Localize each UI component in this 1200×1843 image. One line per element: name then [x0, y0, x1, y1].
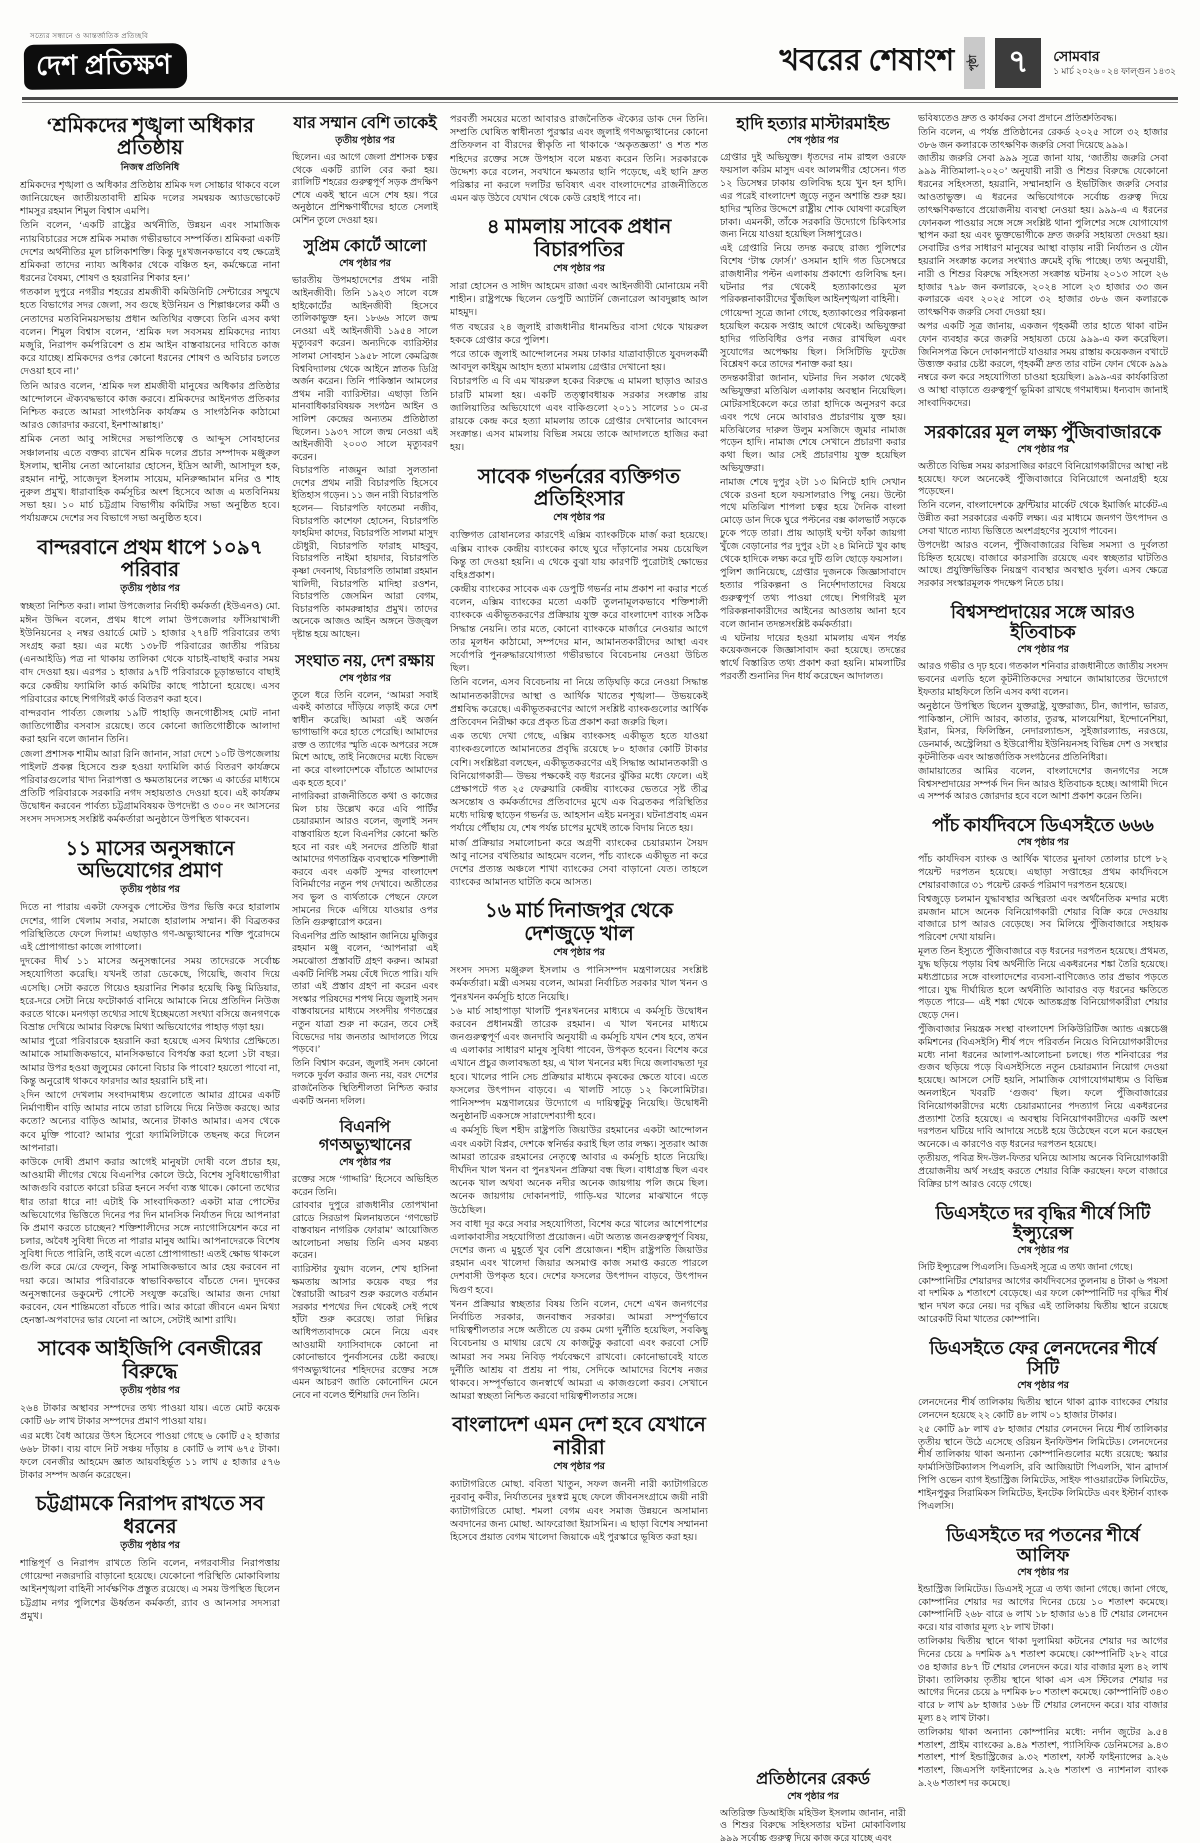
article-headline: সুপ্রিম কোর্টে আলো [303, 238, 427, 256]
article-canal-programme [450, 898, 708, 1403]
article-body: ক্যাটাগরিতে মোছা. ববিতা খাতুন, সফল জননী নারী ক্যাটাগরিতে নুরবানু কবীর, নির্যাতনের দুঃস্বপ্ন মুছে ফেলে জীবনসংগ্রামে জয়ী নারী ক্যাটাগরিতে মোছা. শমলা বেগম এবং সমাজ উন্নয়নে অসামান্য অবদানের জন্য মোছা. আফরোজা ইয়াসমিন। এ ছাড়া বিশেষ সম্মাননা হিসেবে প্রয়াত বেগম খালেদা জিয়াকে এই পুরস্কারে ভূষিত করা হয়। [450, 1479, 708, 1543]
masthead [24, 30, 187, 89]
article-body: ২৬৪ টাকার অস্থাবর সম্পদের তথ্য পাওয়া যায়। এতে মোট কয়েক কোটি ৬৮ লাখ টাকার সম্পদের প্রমাণ পাওয়া যায়। এর মধ্যে বৈধ আয়ের উৎস হিসেবে পাওয়া গেছে ৬ কোটি ৫২ হাজার ৬৬৮ টাকা। ব্যয় বাদে নিট সঞ্চয় দাঁড়ায় ৪ কোটি ৬ লাখ ৬৭৫ টাকা। ফলে বেনজীর আহমেদ জ্ঞাত আয়বহির্ভূত ১১ লাখ ৫ হাজার ৫৭৬ টাকার সম্পদ অর্জন করেছেন। [20, 1403, 280, 1482]
article-honour [292, 113, 438, 227]
article-body: স্বচ্ছতা নিশ্চিত করা। লামা উপজেলার নির্বাহী কর্মকর্তা (ইউএনও) মো. মঈন উদ্দিন বলেন, প্রথম ধাপে লামা উপজেলার ফাঁসিয়াখালী ইউনিয়নের ২ নম্বর ওয়ার্ডে মোট ১ হাজার ২৭৪টি পরিবারের তথ্য সংগ্রহ করা হয়। এর মধ্যে ১৩৮টি পরিবারের জাতীয় পরিচয় (এনআইডি) পত্র না থাকায় তালিকা থেকে যাচাই-বাছাই করার সময় বাদ দেওয়া হয়। এরপর ১ হাজার ৯৭টি পরিবারকে চূড়ান্তভাবে বাছাই করে কেন্দ্রীয় ফ্যামিলি কার্ড কমিটির কাছে পাঠানো হয়েছে। এসব পরিবারের কাছে শিগগিরই কার্ড বিতরণ করা হবে। বান্দরবান পার্বত্য জেলায় ১৯টি পাহাড়ি জনগোষ্ঠীসহ মোট নানা জাতিগোষ্ঠীর বসবাস রয়েছে। তবে কোনো জাতিগোষ্ঠীকে আলাদা করা হয়নি বলে জানান তিনি। জেলা প্রশাসক শামীম আরা রিনি জানান, সারা দেশে ১০টি উপজেলায় পাইলট প্রকল্প হিসেবে শুরু হওয়া ফ্যামিলি কার্ড বিতরণ কার্যক্রমে পরিবারগুলোর খাদ্য নিরাপত্তা ও ক্ষমতায়নের লক্ষ্যে এ কার্ডের মাধ্যমে প্রতিটি পরিবারকে সরকারি নগদ সহায়তাও দেওয়া হবে। এই কার্যক্রম উদ্বোধন করবেন পার্বত্য চট্টগ্রামবিষয়ক উপদেষ্টা ও ৩০০ নং আসনের সংসদ সদস্যসহ সংশ্লিষ্ট কর্মকর্তারা অনুষ্ঠানে উপস্থিত থাকবেন। [20, 601, 280, 826]
day-date [1051, 49, 1176, 78]
article-byline: নিজস্ব প্রতিনিধি [120, 162, 180, 173]
article-body: দিতে না পারায় একটা ফেসবুক পোস্টের উপর ভিত্তি করে হারালাম দেশের, গালি খেলাম সবার, সমাজে হারালাম সম্মান। কী বিব্রতকর পরিস্থিতিতে ফেলে দিলাম! এছাড়াও গণ-অভ্যুত্থানের শক্তি পুরোদমে এই প্রোপাগান্ডা কাজে লাগালো। দুদকের দীর্ঘ ১১ মাসের অনুসন্ধানের সময় তাদেরকে সর্বোচ্চ সহযোগিতা করেছি। যখনই তারা ডেকেছে, গিয়েছি, জবাব দিয়ে এসেছি। সেটা করতে গিয়েও হয়রানির শিকার হয়েছি কিছু মিডিয়ার, হরে-দরে সেটা নিয়ে ফটোকার্ড বানিয়ে আমাকে নিয়ে প্রতিদিন নিউজ করতে থাকে। মনগড়া তথ্যের সাথে ইচ্ছেমতো সংখ্যা বসিয়ে জনগণকে বিভ্রান্ত দেখিয়ে আমার বিরুদ্ধে মিথ্যা অভিযোগের পাহাড় গড়া হয়। আমার পুরো পরিবারকে হয়রানি করা হয়েছে এসব মিথ্যার প্রেক্ষিতে। আমাকে সামাজিকভাবে, মানসিকভাবে বিপর্যস্ত করা হলো ১টা বছর। আমার উপর হওয়া জুলুমের কোনো বিচার কি পাবো? হয়তো পাবো না, কিন্তু অনুরোধ থাকবে ফারদার আর হয়রানি চাই না। ২দিন আগে দেখলাম সংবাদমাধ্যম গুলোতে আমার গ্রামের একটি নির্মাণাধীন বাড়ি আমার নামে তারা চালিয়ে দিয়ে নিউজ করছে। আর কতো? অন্যের বাড়িও আমার, অন্যের টাকাও আমার। এসব থেকে কবে মুক্তি পাবো? আমার পুরো ফ্যামিলিটাকে তছনছ করে দিলেন আপনারা। কাউকে দোষী প্রমাণ করার আগেই মানুষটা দোষী বলে প্রচার হয়, আওয়ামী লীগের খেয়ে বিএনপির কোলে উঠে, বিশেষ সুবিধাভোগীরা আজগুবি বরাতে কারো চরিত্র হননে সর্বদা ব্যস্ত থাকে। কোনো তথ্যের ধার তারা ধারে না! এটাই কি সাংবাদিকতা? একটা মাত্র পোস্টের অভিযোগের ভিত্তিতে দিনের পর দিন মানসিক নির্যাতন দিয়ে আপনারা কি প্রমাণ করতে চাচ্ছেন? শক্তিশালীদের সঙ্গে ন্যাগোসিয়েশন করে না চলার, অবৈধ সুবিধা দিতে না পারার মানুষ আমি। আপনাদেরকে বিশেষ সুবিধা দিতে পারিনি, তাই বলে এতো প্রোপাগান্ডা! এতই ক্ষোভ থাকলে গু/লি করে মে/রে ফেলুন, কিন্তু সামাজিকভাবে আর হেয় করবেন না দয়া করে। আমার পরিবারকে স্বাভাবিকভাবে বাঁচতে দেন। দুদকের অনুসন্ধানের ডকুমেন্ট পোস্টে সংযুক্ত করেছি। আমার জন্য দোয়া করবেন, যেন শান্তিমতো বাঁচতে পারি। আর কারো জীবনে এমন মিথ্যা হেনস্তা-অপবাদের ভার যেনো না আসে, সেটাই আশা রাখি। [20, 902, 280, 1327]
article-headline: সরকারের মূল লক্ষ্য পুঁজিবাজারকে [924, 421, 1162, 442]
page-number-badge: ৭ [995, 38, 1041, 88]
continuation-text: পরবর্তী সময়ের মতো আবারও রাজনৈতিক ঐক্যের ডাক দেন তিনি। সম্প্রতি ঘোষিত স্বাধীনতা পুরস্কার এবং জুলাই গণঅভ্যুত্থানের কোনো প্রতিফলন বা বীরদের স্বীকৃতি না থাকাকে ‘অকৃতজ্ঞতা’ ও শত শত শহিদের রক্তের সঙ্গে উপহাস বলে মন্তব্য করেন তিনি। সরকারকে উদ্দেশ্য করে বলেন, সবখানে ক্ষমতার ছানি পড়েছে, এই ছানি দ্রুত পরিষ্কার না করলে দলটির ভবিষ্যৎ এবং বাংলাদেশের রাজনীতিতে এমন ঝড় উঠবে যেখান থেকে কেউ রেহাই পাবে না। [450, 114, 708, 205]
article-byline: শেষ পৃষ্ঠার পর [787, 136, 839, 147]
article-body: লেনদেনের শীর্ষ তালিকায় দ্বিতীয় স্থানে থাকা ব্র্যাক ব্যাংকের শেয়ার লেনদেন হয়েছে ২২ কোটি ৪৮ লাখ ০১ হাজার টাকার। ২৫ কোটি ৯৮ লাখ ৫৮ হাজার শেয়ার লেনদেন নিয়ে শীর্ষ তালিকার তৃতীয় স্থানে উঠে এসেছে ওরিয়ন ইনফিউশন লিমিটেড। লেনদেনের শীর্ষ তালিকায় থাকা অন্যান্য কোম্পানিগুলোর মধ্যে রয়েছে: স্কয়ার ফার্মাসিউটিক্যালস পিএলসি, রবি আজিয়াটা পিএলসি, খান ব্রাদার্স পিপি ওভেন ব্যাগ ইন্ডাস্ট্রিজ লিমিটেড, সাইফ পাওয়ারটেক লিমিটেড, শাইনপুকুর সিরামিকস লিমিটেড, ইনটেক লিমিটেড এবং ইস্টার্ন ব্যাংক পিএলসি। [918, 1398, 1168, 1512]
article-body: তুলে ধরে তিনি বলেন, ‘আমরা সবাই একই কাতারে দাঁড়িয়ে লড়াই করে দেশ স্বাধীন করেছি। আমরা এই অর্জন ভাগাভাগি করে হাতে পেরেছি। আমাদের রক্ত ও ত্যাগের স্মৃতি একে অপরের সঙ্গে মিশে আছে, তাই নিজেদের মধ্যে বিভেদ না করে বাংলাদেশকে বাঁচাতে আমাদের এক হতে হবে।’ নাগরিকরা রাজনীতিতে কথা ও কাজের মিল চায় উল্লেখ করে এবি পার্টির চেয়ারম্যান আরও বলেন, জুলাই সনদ বাস্তবায়িত হলে বিএনপির কোনো ক্ষতি হবে না বরং এই সনদের প্রতিটি ধারা আমাদের গণতান্ত্রিক ব্যবস্থাকে শক্তিশালী করবে এবং একটি সুন্দর বাংলাদেশ বিনির্মাণের নতুন পথ দেখাবে। অতীতের সব ভুল ও ব্যর্থতাকে পেছনে ফেলে সামনের দিকে এগিয়ে যাওয়ার ওপর তিনি গুরুত্বারোপ করেন। বিএনপির প্রতি আহ্বান জানিয়ে মুজিবুর রহমান মঞ্জু বলেন, ‘আপনারা এই সমঝোতা প্রস্তাবটি গ্রহণ করুন। আমরা একটি নির্দিষ্ট সময় বেঁধে দিতে পারি। যদি তারা এই প্রস্তাব গ্রহণ না করেন এবং সংস্কার পরিষদের শপথ নিয়ে জুলাই সনদ বাস্তবায়নের মাধ্যমে সংসদীয় গণতন্ত্রের নতুন যাত্রা শুরু না করেন, তবে সেই বিভেদের দায় জনতার আদালতে গিয়ে পড়বে।’ তিনি বিশ্বাস করেন, জুলাই সনদ কোনো দলকে দুর্বল করার জন্য নয়, বরং দেশের রাজনৈতিক স্থিতিশীলতা নিশ্চিত করার একটি অনন্য দলিল। [292, 690, 438, 1107]
continuation-text-999: ভবিষ্যতেও দ্রুত ও কার্যকর সেবা প্রদানে প্রতিশ্রুতিবদ্ধ। তিনি বলেন, এ পর্যন্ত প্রতিষ্ঠানের রেকর্ড ২০২৫ সালে ৩২ হাজার ৩৮৬ জন কলারকে তাৎক্ষণিক জরুরি সেবা দিয়েছে ৯৯৯। জাতীয় জরুরি সেবা ৯৯৯ সূত্রে জানা যায়, ‘জাতীয় জরুরি সেবা ৯৯৯ নীতিমালা-২০২০’ অনুযায়ী নারী ও শিশুর বিরুদ্ধে যেকোনো ধরনের সহিংসতা, হয়রানি, সম্মানহানি ও ইভটিজিং জরুরি সেবার আওতাভুক্ত। এ ধরনের অভিযোগকে সর্বোচ্চ গুরুত্ব দিয়ে তাৎক্ষণিকভাবে প্রয়োজনীয় ব্যবস্থা নেওয়া হয়। ৯৯৯-এ এ ধরনের ফোনকল পাওয়ার সঙ্গে সঙ্গে সংশ্লিষ্ট থানা পুলিশের সঙ্গে যোগাযোগ স্থাপন করা হয় এবং ভুক্তভোগীকে দ্রুত জরুরি সহায়তা দেওয়া হয়। সেবাটির ওপর সাধারণ মানুষের আস্থা বাড়ায় নারী নির্যাতন ও যৌন হয়রানি সংক্রান্ত কলের সংখ্যাও ক্রমেই বৃদ্ধি পাচ্ছে। তথ্য অনুযায়ী, নারী ও শিশুর বিরুদ্ধে সহিংসতা সংক্রান্ত ঘটনায় ২০১৩ সালে ২৬ হাজার ৭৯৮ জন কলারকে, ২০২৪ সালে ২৩ হাজার ৩৩ জন কলারকে এবং ২০২৫ সালে ৩২ হাজার ৩৮৬ জন কলারকে তাৎক্ষণিক জরুরি সেবা দেওয়া হয়। অপর একটি সূত্র জানায়, একজন গৃহকর্মী তার হাতে থাকা বাটন ফোন ব্যবহার করে জরুরি সহায়তা চেয়ে ৯৯৯-এ কল করেছিল। জিনিসপত্র কিনে দোকানপাটে যাওয়ার সময় রাস্তায় কয়েকজন বখাটে উত্ত্যক্ত করার চেষ্টা করলে, গৃহকর্মী দ্রুত তার বাটন ফোন থেকে ৯৯৯ নম্বরে কল করে সহযোগিতা চাওয়া হয়েছিল। ৯৯৯-এর কার্যকারিতা ও আস্থা বাড়াতে গুরুত্বপূর্ণ ভূমিকা রাখছে গণমাধ্যম। ধন্যবাদ জানাই সাংবাদিকদের। [918, 114, 1168, 409]
column-group-3 [450, 113, 708, 1843]
article-headline: ডিএসইতে দর পতনের শীর্ষে আলিফ [946, 1524, 1140, 1565]
article-body: ইন্ডাস্ট্রিজ লিমিটেড। ডিএসই সূত্রে এ তথ্য জানা গেছে। জানা গেছে, কোম্পানির শেয়ার দর আগের দিনের চেয়ে ১০ শতাংশ কমেছে। কোম্পানিটি ২৬৮ বারে ৬ লাখ ১৮ হাজার ৬১৪ টি শেয়ার লেনদেন করে। যার বাজার মূল্য ২৮ লাখ টাকা। তালিকায় দ্বিতীয় স্থানে থাকা দুলামিয়া কটনের শেয়ার দর আগের দিনের চেয়ে ৯ দশমিক ৯৭ শতাংশ কমেছে। কোম্পানিটি ২৮২ বারে ৩৪ হাজার ৪৮৭ টি শেয়ার লেনদেন করে। যার বাজার মূল্য ৪২ লাখ টাকা। তালিকায় তৃতীয় স্থানে থাকা এস এস স্টিলের শেয়ার দর আগের দিনের চেয়ে ৯ দশমিক ৮০ শতাংশ কমেছে। কোম্পানিটি ৩৪৩ বারে ৮ লাখ ৯৮ হাজার ১৬৮ টি শেয়ার লেনদেন করে। যার বাজার মূল্য ৪২ লাখ টাকা। তালিকায় থাকা অন্যান্য কোম্পানির মধ্যে: নর্দান জুটের ৯.৫৪ শতাংশ, প্রাইম ব্যাংকের ৯.৪৯ শতাংশ, প্যাসিফিক ডেনিমসের ৯.৪৩ শতাংশ, শার্প ইন্ডাস্ট্রিজের ৯.৩২ শতাংশ, ফার্স্ট ফাইন্যান্সের ৯.২৬ শতাংশ, জিএসপি ফাইন্যান্সের ৯.২৬ শতাংশ ও ন্যাশনাল ব্যাংক ৯.২৬ শতাংশ দর কমেছে। [918, 1584, 1168, 1789]
article-headline: ৪ মামলায় সাবেক প্রধান বিচারপতির [486, 216, 672, 261]
article-byline: শেষ পৃষ্ঠার পর [339, 673, 391, 684]
masthead-title: দেশ প্রতিক্ষণ [24, 43, 187, 90]
article-workers-rights [20, 113, 280, 526]
article-body: ছিলেন। এর আগে জেলা প্রশাসক চত্বর থেকে একটি র‍্যালি বের করা হয়। র‍্যালিটি শহরের গুরুত্বপূর্ণ সড়ক প্রদক্ষিণ শেষে একই স্থানে এসে শেষ হয়। পরে অনুষ্ঠানে প্রশিক্ষণার্থীদের হাতে সেলাই মেশিন তুলে দেওয়া হয়। [292, 152, 438, 226]
article-institution-record [720, 1768, 906, 1843]
masthead-tagline: সত্যের সন্ধানে ও আন্তর্জাতিক প্রতিচ্ছবি [30, 32, 149, 40]
column-group-5 [918, 113, 1168, 1843]
column-group-1 [20, 113, 280, 1843]
article-body: অতীতে বিভিন্ন সময় কারসাজির কারণে বিনিয়োগকারীদের আস্থা নষ্ট হয়েছে। ফলে অনেকেই পুঁজিবাজারে বিনিয়োগে অনাগ্রহী হয়ে পড়েছেন। তিনি বলেন, বাংলাদেশকে ফ্রন্টিয়ার মার্কেট থেকে ইমার্জিং মার্কেট-এ উন্নীত করা সরকারের একটি লক্ষ্য। এর মাধ্যমে জনগণ উৎপাদন ও সেবা খাতে ন্যায্য ভিত্তিতে অংশগ্রহণের সুযোগ পাবেন। উপদেষ্টা আরও বলেন, পুঁজিবাজারের বিভিন্ন সমস্যা ও দুর্বলতা চিহ্নিত হয়েছে। বাজারে কারসাজি রয়েছে এবং স্বচ্ছতার ঘাটতিও আছে। প্রযুক্তিভিত্তিক নিয়ন্ত্রণ ব্যবস্থার অবস্থাও দুর্বল। এসব ক্ষেত্রে সরকার সংস্কারমূলক পদক্ষেপ নিতে চায়। [918, 461, 1168, 590]
article-headline: ডিএসইতে দর বৃদ্ধির শীর্ষে সিটি ইন্স্যুরেন্স [935, 1202, 1151, 1243]
article-byline: শেষ পৃষ্ঠার পর [787, 1791, 839, 1802]
article-headline: ‘শ্রমিকদের শৃঙ্খলা অধিকার প্রতিষ্ঠায় [46, 115, 254, 160]
article-byline: তৃতীয় পৃষ্ঠার পর [120, 885, 180, 896]
article-ex-governor-vendetta [450, 464, 708, 890]
article-body: সিটি ইন্স্যুরেন্স পিএলসি। ডিএসই সূত্রে এ তথ্য জানা গেছে। কোম্পানিটির শেয়ারদর আগের কার্যদিবসের তুলনায় ৪ টাকা ৬ পয়সা বা দশমিক ৯ শতাংশে বেড়েছে। এর ফলে কোম্পানিটি দর বৃদ্ধির শীর্ষ স্থান দখল করে নেয়। দর বৃদ্ধির এই তালিকায় দ্বিতীয় স্থানে রয়েছে আরেকটি বিমা খাতের কোম্পানি। [918, 1262, 1168, 1326]
article-body: ভারতীয় উপমহাদেশের প্রথম নারী আইনজীবী। তিনি ১৯২৩ সালে বঙ্গে হাইকোর্টের আইনজীবী হিসেবে তালিকাভুক্ত হন। ১৮৬৬ সালে জন্ম নেওয়া এই আইনজীবী ১৯৫৪ সালে মৃত্যুবরণ করেন। অন্যদিকে ব্যারিস্টার সালমা সোবহান ১৯৫৮ সালে কেমব্রিজ বিশ্ববিদ্যালয় থেকে আইনে স্নাতক ডিগ্রি অর্জন করেন। তিনি পাকিস্তান আমলের প্রথম নারী ব্যারিস্টার। এছাড়া তিনি মানবাধিকারবিষয়ক সংগঠন আইন ও সালিশ কেন্দ্রের অন্যতম প্রতিষ্ঠাতা ছিলেন। ১৯৩৭ সালে জন্ম নেওয়া এই আইনজীবী ২০০৩ সালে মৃত্যুবরণ করেন। বিচারপতি নাজমুন আরা সুলতানা দেশের প্রথম নারী বিচারপতি হিসেবে ইতিহাস গড়েন। ১১ জন নারী বিচারপতি হলেন— বিচারপতি ফাতেমা নজীব, বিচারপতি কাশেফা হোসেন, বিচারপতি ফাহমিদা কাদের, বিচারপতি সালমা মাসুদ চৌধুরী, বিচারপতি ফারাহ মাহবুব, বিচারপতি নাইমা হায়দার, বিচারপতি কৃষ্ণা দেবনাথ, বিচারপতি তামান্না রহমান খালিদী, বিচারপতি মাদিহা রওশন, বিচারপতি জেসমিন আরা বেগম, বিচারপতি কামরুন্নাহার প্রমুখ। তাদের অনেকে আজও আইন অঙ্গনে উজ্জ্বল দৃষ্টান্ত হয়ে আছেন। [292, 276, 438, 640]
article-dse-top-loser [918, 1523, 1168, 1791]
article-body: সংসদ সদস্য মঞ্জুরুল ইসলাম ও পানিসম্পদ মন্ত্রণালয়ের সংশ্লিষ্ট কর্মকর্তারা। মন্ত্রী এসময় বলেন, আমরা নির্বাচিত সরকার খাল খনন ও পুনঃখনন কর্মসূচি হাতে নিয়েছি। ১৬ মার্চ সাহাপাড়া খালটি পুনঃখননের মাধ্যমে এ কর্মসূচি উদ্বোধন করবেন প্রধানমন্ত্রী তারেক রহমান। এ খাল খননের মাধ্যমে জনগুরুত্বপূর্ণ এবং জনদাবি অনুযায়ী এ কর্মসূচি যখন শেষ হবে, তখন এ এলাকার সাধারণ মানুষ সুবিধা পাবেন, উপকৃত হবেন। বিশেষ করে এখানে প্রচুর জলাবদ্ধতা হয়, এ খাল খননের মধ্য দিয়ে জলাবদ্ধতা দূর হবে। খালের পানি সেচ প্রক্রিয়ার মাধ্যমে কৃষকের ক্ষেতে যাবে। এতে ফসলের উৎপাদন বাড়বে। এ খালটি সাড়ে ১২ কিলোমিটার। পানিসম্পদ মন্ত্রণালয়ের উদ্যোগে এ দায়িত্বটুকু নিয়েছি। উদ্বোধনী অনুষ্ঠানটি একসঙ্গে সারাদেশব্যাপী হবে। এ কর্মসূচি ছিল শহীদ রাষ্ট্রপতি জিয়াউর রহমানের একটা আন্দোলন এবং একটা বিপ্লব, দেশকে স্বনির্ভর করাই ছিল তার লক্ষ্য। সুতরাং আজ আমরা তারেক রহমানের নেতৃত্বে আবার এ কর্মসূচি হাতে নিয়েছি। দীর্ঘদিন খাল খনন বা পুনঃখনন প্রক্রিয়া বন্ধ ছিল। বাধাগ্রস্ত ছিল এবং অনেক খাল অথবা অনেক নদীর অনেক জায়গায় পলি জমে ছিল। অনেক জায়গায় দোকানপাট, গাড়ি-ঘর খালের মাঝখানে গড়ে উঠেছিল। সব বাধা দূর করে সবার সহযোগিতা, বিশেষ করে খালের আশেপাশের এলাকাবাসীর সহযোগিতা প্রয়োজন। এটা অত্যন্ত জনগুরুত্বপূর্ণ বিষয়, দেশের জন্য এ মুহূর্তে খুব বেশি প্রয়োজন। শহীদ রাষ্ট্রপতি জিয়াউর রহমান এবং খালেদা জিয়ার অসমাপ্ত কাজ সমাপ্ত করতে পারলে দেশবাসী উপকৃত হবে। দেশের ফসলের উৎপাদন বাড়বে, উৎপাদন দ্বিগুণ হবে। খনন প্রক্রিয়ার স্বচ্ছতার বিষয় তিনি বলেন, দেশে এখন জনগণের নির্বাচিত সরকার, জনবান্ধব সরকার। আমরা সম্পূর্ণভাবে দায়িত্বশীলতার সঙ্গে অতীতে যে রকম মেগা দুর্নীতি হয়েছিল, সবকিছু বিবেচনায় ও মাথায় রেখে যে কাজটুকু করাবো এবং করবো সেটি আমরা সব সময় নিবিড় পর্যবেক্ষণে রাখবো। কোনোভাবেই যাতে দুর্নীতি আশ্রয় বা প্রশ্রয় না পায়, সেদিকে আমাদের বিশেষ নজর থাকবে। সম্পূর্ণভাবে জনস্বার্থে আমরা এ কাজগুলো করব। সেখানে আমরা স্বচ্ছতা নিশ্চিত করবো দায়িত্বশীলতার সঙ্গে। [450, 965, 708, 1403]
article-body: পাঁচ কার্যদিবস ব্যাংক ও আর্থিক খাতের মুনাফা তোলার চাপে ৮২ পয়েন্ট দরপতন হয়েছে। এছাড়া সপ্তাহের প্রথম কার্যদিবসে শেয়ারবাজারে ৩১ পয়েন্ট রেকর্ড পরিমাণ দরপতন হয়েছে। বিশ্বজুড়ে চলমান যুদ্ধাবস্থার অস্থিরতা এবং অর্থনৈতিক মন্দার মধ্যে রমজান মাসে অনেক বিনিয়োগকারী শেয়ার বিক্রি করে দেওয়ায় বাজারে চাপ আরও বেড়েছে। সব মিলিয়ে পুঁজিবাজারে সহায়ক পরিবেশ দেখা যায়নি। মূলত তিন ইস্যুতে পুঁজিবাজারে বড় ধরনের দরপতন হয়েছে। প্রথমত, যুদ্ধ ছড়িয়ে পড়ায় বিশ্ব অর্থনীতি নিয়ে একধরনের শঙ্কা তৈরি হয়েছে। মধ্যপ্রাচ্যের সঙ্গে বাংলাদেশের ব্যবসা-বাণিজ্যেও তার প্রভাব পড়তে পারে। যুদ্ধ দীর্ঘায়িত হলে অর্থনীতি আবারও বড় ধরনের ক্ষতিতে পড়তে পারে— এই শঙ্কা থেকে আতঙ্কগ্রস্ত বিনিয়োগকারীরা শেয়ার ছেড়ে দেন। পুঁজিবাজার নিয়ন্ত্রক সংস্থা বাংলাদেশ সিকিউরিটিজ অ্যান্ড এক্সচেঞ্জ কমিশনের (বিএসইসি) শীর্ষ পদে পরিবর্তন নিয়েও বিনিয়োগকারীদের মধ্যে নানা ধরনের আলাপ-আলোচনা চলছে। গত শনিবারের পর গুজব ছড়িয়ে পড়ে বিএসইসিতে নতুন চেয়ারম্যান নিয়োগ দেওয়া হয়েছে। আসলে সেটি হয়নি, সামাজিক যোগাযোগমাধ্যম ও বিভিন্ন অনলাইনে খবরটি ‘গুজব’ ছিল। ফলে পুঁজিবাজারের বিনিয়োগকারীদের মধ্যে চেয়ারম্যানের পদত্যাগ নিয়ে একধরনের প্রত্যাশা তৈরি হয়েছে। এ অবস্থায় বিনিয়োগকারীদের একটি অংশ দরপতন ঘটিয়ে দাবি আদায়ে সচেষ্ট হয়ে উঠেছেন বলে মনে করছেন অনেকে। এ কারণেও বড় ধরনের দরপতন হয়েছে। তৃতীয়ত, পবিত্র ঈদ-উল-ফিতর ঘনিয়ে আসায় অনেক বিনিয়োগকারী প্রয়োজনীয় অর্থ সংগ্রহ করতে শেয়ার বিক্রি করছেন। ফলে বাজারে বিক্রির চাপ আরও বেড়ে গেছে। [918, 855, 1168, 1190]
article-byline: শেষ পৃষ্ঠার পর [553, 948, 605, 959]
article-dse-top-turnover [918, 1336, 1168, 1514]
article-body: ব্যক্তিগত রোষানলের কারণেই এক্সিম ব্যাংকটিকে মার্জ করা হয়েছে। এক্সিম ব্যাংক কেন্দ্রীয় ব্যাংকের কাছে ঘুরে দাঁড়ানোর সময় চেয়েছিল কিন্তু তা দেওয়া হয়নি। এ থেকে বুঝা যায় কারণটি পুরোটাই ক্ষোভের বহিঃপ্রকাশ। কেন্দ্রীয় ব্যাংকের সাবেক এক ডেপুটি গভর্নর নাম প্রকাশ না করার শর্তে বলেন, এক্সিম ব্যাংকের মতো একটি তুলনামূলকভাবে শক্তিশালী ব্যাংককে একীভূতকরণের প্রক্রিয়ায় যুক্ত করে বাংলাদেশ ব্যাংক সঠিক সিদ্ধান্ত নেয়নি। তার মতে, কোনো ব্যাংককে মার্জারে নেওয়ার আগে তার মূলধন কাঠামো, সম্পদের মান, আমানতকারীদের আস্থা এবং সর্বোপরি পুনরুদ্ধারযোগ্যতা গভীরভাবে বিবেচনায় নেওয়া উচিত ছিল। তিনি বলেন, এসব বিবেচনায় না নিয়ে তড়িঘড়ি করে নেওয়া সিদ্ধান্ত আমানতকারীদের আস্থা ও আর্থিক খাতের শৃঙ্খলা— উভয়কেই প্রশ্নবিদ্ধ করেছে। একীভূতকরণের আগে সংশ্লিষ্ট ব্যাংকগুলোর আর্থিক প্রতিবেদন নিরীক্ষা করে প্রকৃত চিত্র প্রকাশ করা জরুরি ছিল। এক তথ্যে দেখা গেছে, এক্সিম ব্যাংকসহ একীভূত হতে যাওয়া ব্যাংকগুলোতে আমানতের প্রবৃদ্ধি রয়েছে ৮০ হাজার কোটি টাকার বেশি। সংশ্লিষ্টরা বলছেন, একীভূতকরণের এই সিদ্ধান্ত আমানতকারী ও বিনিয়োগকারী— উভয় পক্ষকেই বড় ধরনের ঝুঁকির মধ্যে ফেলে। এই প্রেক্ষাপটে গত ২৫ ফেব্রুয়ারি কেন্দ্রীয় ব্যাংকের ভেতরে সৃষ্ট তীব্র অসন্তোষ ও কর্মকর্তাদের প্রতিবাদের মুখে এক বিব্রতকর পরিস্থিতির মধ্যে দায়িত্ব ছাড়েন গভর্নর ড. আহসান এইচ মনসুর। ঘটনাপ্রবাহ এমন পর্যায়ে পৌঁছায় যে, শেষ পর্যন্ত চাপের মুখেই তাকে বিদায় নিতে হয়। মার্জ প্রক্রিয়ার সমালোচনা করে অগ্রণী ব্যাংকের চেয়ারম্যান সৈয়দ আবু নাসের বখতিয়ার আহমেদ বলেন, পাঁচ ব্যাংকে একীভূত না করে দেশের প্রত্যন্ত অঞ্চলে শাখা ব্যাংকের সেবা বাড়ানো যেত। তাহলে ব্যাংকের আমানত ঘাটতি কমে আসত। [450, 530, 708, 889]
article-byline: শেষ পৃষ্ঠার পর [553, 264, 605, 275]
article-byline: শেষ পৃষ্ঠার পর [1017, 838, 1069, 849]
article-headline: বাংলাদেশ এমন দেশ হবে যেখানে নারীরা [452, 1414, 706, 1459]
article-supreme-court-light [292, 236, 438, 641]
article-byline: শেষ পৃষ্ঠার পর [1017, 1567, 1069, 1578]
article-body: রক্তের সঙ্গে ‘গাদ্দারি’ হিসেবে অভিহিত করেন তিনি। রোববার দুপুরে রাজধানীর তোপখানা রোডে সিরডাপ মিলনায়তনে ‘গণভোট বাস্তবায়ন নাগরিক ফোরাম’ আয়োজিত আলোচনা সভায় তিনি এসব মন্তব্য করেন। ব্যারিস্টার ফুয়াদ বলেন, শেখ হাসিনা ক্ষমতায় আসার কয়েক বছর পর স্বৈরাচারী আচরণ শুরু করলেও বর্তমান সরকার শপথের দিন থেকেই সেই পথে হাঁটা শুরু করেছে। তারা দিল্লির আধিপত্যবাদকে মেনে নিয়ে এবং আওয়ামী ফ্যাসিবাদকে কোনো না কোনোভাবে পুনর্বাসনের চেষ্টা করছে। গণঅভ্যুত্থানের শহিদদের রক্তের সঙ্গে এমন আচরণ জাতি কোনোদিন মেনে নেবে না বলেও হুঁশিয়ারি দেন তিনি। [292, 1174, 438, 1401]
article-headline: চট্টগ্রামকে নিরাপদ রাখতে সব ধরনের [35, 1493, 265, 1538]
day-name: সোমবার [1053, 49, 1100, 65]
article-body: শ্রমিকদের শৃঙ্খলা ও অধিকার প্রতিষ্ঠায় শ্রমিক দল সোচ্চার থাকবে বলে জানিয়েছেন জাতীয়তাবাদী শ্রমিক দলের সমন্বয়ক অ্যাডভোকেট শামসুর রহমান শিমুল বিশ্বাস এমপি। তিনি বলেন, ‘একটি রাষ্ট্রের অর্থনীতি, উন্নয়ন এবং সামাজিক ন্যায়বিচারের সঙ্গে শ্রমিক সমাজ গভীরভাবে সম্পর্কিত। শ্রমিকরা একটি দেশের অর্থনীতির মূল চালিকাশক্তি। কিন্তু দুঃখজনকভাবে বহু ক্ষেত্রেই শ্রমিকরা তাদের ন্যায্য অধিকার থেকে বঞ্চিত হন, কর্মক্ষেত্রে নানা ধরনের বৈষম্য, শোষণ ও হয়রানির শিকার হন।’ গতকাল দুপুরে নগরীর শহরের শ্রমজীবী কমিউনিটি সেন্টারের সম্মুখে হতে বিভাগের সদর জেলা, সব গুছে ইউনিয়ন ও শিল্পাঞ্চলের কর্মী ও নেতাদের মতবিনিময়সভায় প্রধান অতিথির বক্তব্যে তিনি এসব কথা বলেন। শিমুল বিশ্বাস বলেন, ‘শ্রমিক দল সবসময় শ্রমিকদের ন্যায্য মজুরি, নিরাপদ কর্মপরিবেশ ও শ্রম আইন বাস্তবায়নের দাবিতে কাজ করে যাচ্ছে। শ্রমিকদের ওপর কোনো ধরনের শোষণ ও অবিচার চলতে দেওয়া হবে না।’ তিনি আরও বলেন, ‘শ্রমিক দল শ্রমজীবী মানুষের অধিকার প্রতিষ্ঠার আন্দোলনে ঐক্যবদ্ধভাবে কাজ করবে। শ্রমিকদের আইনগত প্রতিকার নিশ্চিত করতে আমরা সাংগঠনিক কার্যক্রম ও সাংগঠনিক কাঠামো আরও জোরদার করবো, ইনশাআল্লাহ।’ শ্রমিক নেতা আবু সাঈদের সভাপতিত্বে ও আব্দুস সোবহানের সঞ্চালনায় এতে বক্তব্য রাখেন শ্রমিক দলের প্রচার সম্পাদক মঞ্জুরুল ইসলাম, স্থানীয় নেতা আনোয়ার হোসেন, ইদ্রিস আলী, আসাদুল হক, রহমান নান্টু, সাজেদুল ইসলাম সায়েম, মনিরুজ্জামান মনির ও শাহ নুরুল প্রমুখ। ধারাবাহিক কর্মসূচির অংশ হিসেবে আজ এ মতবিনিময় সভা হয়। ১০ মার্চ চট্টগ্রাম বিভাগীয় কমিটির সভা অনুষ্ঠিত হবে। পর্যায়ক্রমে দেশের সব বিভাগে সভা অনুষ্ঠিত হবে। [20, 179, 280, 525]
article-byline: তৃতীয় পৃষ্ঠার পর [120, 1386, 180, 1397]
article-bandarban-families [20, 535, 280, 827]
article-chattogram-safety [20, 1491, 280, 1623]
article-body: অতিরিক্ত ডিআইজি মহিউল ইসলাম জানান, নারী ও শিশুর বিরুদ্ধে সহিংসতার ঘটনা মোকাবিলায় ৯৯৯ সর্বোচ্চ গুরুত্ব দিয়ে কাজ করে যাচ্ছে এবং [720, 1808, 906, 1843]
page-label: পৃষ্ঠা [964, 37, 985, 89]
article-benazir-case [20, 1336, 280, 1482]
article-byline: শেষ পৃষ্ঠার পর [1017, 1381, 1069, 1392]
article-byline: তৃতীয় পৃষ্ঠার পর [120, 1541, 180, 1552]
page-content [0, 103, 1200, 1843]
article-world-community [918, 600, 1168, 804]
article-no-conflict [292, 651, 438, 1109]
article-capital-market-goal [918, 420, 1168, 591]
article-headline: ১১ মাসের অনুসন্ধানে অভিযোগের প্রমাণ [65, 837, 235, 883]
article-headline: সাবেক গভর্নরের ব্যক্তিগত প্রতিহিংসার [477, 465, 681, 510]
article-byline: শেষ পৃষ্ঠার পর [1017, 1245, 1069, 1256]
article-bnp-uprising [292, 1117, 438, 1403]
article-byline: তৃতীয় পৃষ্ঠার পর [120, 584, 180, 595]
article-ex-chief-justice [450, 214, 708, 454]
article-dse-top-gainer [918, 1201, 1168, 1327]
article-headline: প্রতিষ্ঠানের রেকর্ড [755, 1769, 871, 1789]
article-headline: সংঘাত নয়, দেশ রক্ষায় [295, 652, 435, 670]
article-byline: তৃতীয় পৃষ্ঠার পর [335, 135, 395, 146]
article-byline: শেষ পৃষ্ঠার পর [339, 1157, 391, 1168]
article-headline: বিএনপি গণঅভ্যুত্থানের [318, 1119, 412, 1154]
article-headline: যার সম্মান বেশি তাকেই [293, 115, 437, 132]
article-headline: ১৬ মার্চ দিনাজপুর থেকে দেশজুড়ে খাল [484, 900, 674, 945]
article-byline: শেষ পৃষ্ঠার পর [1017, 444, 1069, 455]
column-group-2 [292, 113, 438, 1843]
article-headline: বিশ্বসম্প্রদায়ের সঙ্গে আরও ইতিবাচক [950, 601, 1136, 643]
header-right [779, 37, 1176, 89]
article-headline: হাদি হত্যার মাস্টারমাইন্ড [736, 114, 890, 133]
column-group-4 [720, 113, 906, 1843]
article-body: আরও গভীর ও দৃঢ় হবে। গতকাল শনিবার রাজধানীতে জাতীয় সংসদ ভবনের এলডি হলে কূটনীতিকদের সম্মানে জামায়াতের উদ্যোগে ইফতার মাহফিলে তিনি এসব কথা বলেন। অনুষ্ঠানে উপস্থিত ছিলেন যুক্তরাষ্ট্র, যুক্তরাজ্য, চীন, জাপান, ভারত, পাকিস্তান, সৌদি আরব, কাতার, তুরস্ক, মালয়েশিয়া, ইন্দোনেশিয়া, ইরান, মিসর, ফিলিস্তিন, নেদারল্যান্ডস, সুইজারল্যান্ড, নরওয়ে, ডেনমার্ক, অস্ট্রেলিয়া ও ইউরোপীয় ইউনিয়নসহ বিভিন্ন দেশ ও সংস্থার কূটনীতিক এবং আন্তর্জাতিক সংগঠনের প্রতিনিধিরা। জামায়াতের আমির বলেন, বাংলাদেশের জনগণের সঙ্গে বিশ্বসম্প্রদায়ের সম্পর্ক দিন দিন আরও ইতিবাচক হচ্ছে। আগামী দিনে এ সম্পর্ক আরও জোরদার হবে বলে আশা প্রকাশ করেন তিনি। [918, 662, 1168, 803]
article-dse-five-days [918, 813, 1168, 1191]
article-byline: শেষ পৃষ্ঠার পর [339, 259, 391, 270]
page-header [0, 0, 1200, 97]
article-women-awards [450, 1412, 708, 1544]
article-headline: ডিএসইতে ফের লেনদেনের শীর্ষে সিটি [929, 1337, 1157, 1379]
article-byline: শেষ পৃষ্ঠার পর [1017, 645, 1069, 656]
date-line: ১ মার্চ ২০২৬ ▫ ২৪ ফাল্গুন ১৪৩২ [1053, 66, 1176, 77]
section-title: খবরের শেষাংশ [779, 44, 955, 77]
article-body: সারা হোসেন ও সাঈদ আহমেদ রাজা এবং আইনজীবী মোনায়েম নবী শাহীন। রাষ্ট্রপক্ষে ছিলেন ডেপুটি অ্যাটর্নি জেনারেল আবদুল্লাহ আল মাহমুদ। গত বছরের ২৪ জুলাই রাজধানীর ধানমন্ডির বাসা থেকে খায়রুল হককে গ্রেপ্তার করে পুলিশ। পরে তাকে জুলাই আন্দোলনের সময় ঢাকার যাত্রাবাড়ীতে যুবদলকর্মী আবদুল কাইয়ুম আহাদ হত্যা মামলায় গ্রেপ্তার দেখানো হয়। বিচারপতি এ বি এম খায়রুল হকের বিরুদ্ধে এ মামলা ছাড়াও আরও চারটি মামলা হয়। একটি তত্ত্বাবধায়ক সরকার সংক্রান্ত রায় জালিয়াতির অভিযোগে এবং বাকিগুলো ২০১১ সালের ১০ মে-র রায়কে কেন্দ্র করে হত্যা মামলায় তাকে গ্রেপ্তার দেখানোর আবেদন সংক্রান্ত। এসব মামলায় বিভিন্ন সময়ে তাকে আদালতে হাজির করা হয়। [450, 281, 708, 454]
article-eleven-month-probe [20, 836, 280, 1328]
article-headline: পাঁচ কার্যদিবসে ডিএসইতে ৬৬৬ [932, 815, 1154, 836]
article-byline: শেষ পৃষ্ঠার পর [553, 513, 605, 524]
article-hadi-murder [720, 113, 906, 684]
article-headline: সাবেক আইজিপি বেনজীরের বিরুদ্ধে [38, 1338, 262, 1383]
article-body: গ্রেপ্তার দুই অভিযুক্ত। ধৃতদের নাম রাহুল ওরফে ফয়সাল করিম মাসুদ এবং আলমগীর হোসেন। গত ১২ ডিসেম্বর ঢাকায় গুলিবিদ্ধ হয়ে খুন হন হাদি। এর পরেই বাংলাদেশ জুড়ে নতুন অশান্তি শুরু হয়। হাদির স্মৃতির উদ্দেশে রাষ্ট্রীয় শোক ঘোষণা করেছিল ঢাকা। এমনকী, তাঁকে সরকারি উদ্যোগে চিকিৎসার জন্য নিয়ে যাওয়া হয়েছিল সিঙ্গাপুরেও। এই গ্রেপ্তারি নিয়ে তদন্ত করছে রাজ্য পুলিশের বিশেষ ‘টাস্ক ফোর্স।’ ওসমান হাদি গত ডিসেম্বরে রাজধানীর পল্টন এলাকায় প্রকাশ্যে গুলিবিদ্ধ হন। ঘটনার পর থেকেই হত্যাকাণ্ডের মূল পরিকল্পনাকারীদের খুঁজছিল আইনশৃঙ্খলা বাহিনী। গোয়েন্দা সূত্রে জানা গেছে, হত্যাকাণ্ডের পরিকল্পনা হয়েছিল কয়েক সপ্তাহ আগে থেকেই। অভিযুক্তরা হাদির গতিবিধির ওপর নজর রাখছিল এবং সুযোগের অপেক্ষায় ছিল। সিসিটিভি ফুটেজ বিশ্লেষণ করে তাদের শনাক্ত করা হয়। তদন্তকারীরা জানান, ঘটনার দিন সকাল থেকেই অভিযুক্তরা মতিঝিল এলাকায় অবস্থান নিয়েছিল। মোটরসাইকেলে করে তারা হাদিকে অনুসরণ করে এবং পথে নেমে আবারও প্রচারণায় যুক্ত হয়। মতিঝিলের দারুল উলুম মসজিদে জুমার নামাজ পড়েন হাদি। নামাজ শেষে সেখানে প্রচারণা করার কথা ছিল। আর সেই প্রচারণায় যুক্ত হয়েছিল অভিযুক্তরা। নামাজ শেষে দুপুর ২টা ১৩ মিনিটে হাদি সেখান থেকে রওনা হলে ফয়সালরাও পিছু নেয়। উল্টো পথে মতিঝিল শাপলা চত্বর হয়ে দৈনিক বাংলা মোড়ে ডান দিকে ঘুরে পল্টনের বক্স কালভার্ট সড়কে ঢুকে পড়ে তারা। প্রায় আড়াই ঘণ্টা ফাঁকা জায়গা খুঁজে বেড়ানোর পর দুপুর ২টা ২৪ মিনিটে খুব কাছ থেকে হাদিকে লক্ষ্য করে দুটি গুলি ছোড়ে ফয়সাল। পুলিশ জানিয়েছে, গ্রেপ্তার দুজনকে জিজ্ঞাসাবাদে হত্যার পরিকল্পনা ও নির্দেশদাতাদের বিষয়ে গুরুত্বপূর্ণ তথ্য পাওয়া গেছে। শিগগিরই মূল পরিকল্পনাকারীদের আইনের আওতায় আনা হবে বলে জানান তদন্তসংশ্লিষ্ট কর্মকর্তারা। এ ঘটনায় দায়ের হওয়া মামলায় এখন পর্যন্ত কয়েকজনকে জিজ্ঞাসাবাদ করা হয়েছে। তদন্তের স্বার্থে বিস্তারিত তথ্য প্রকাশ করা হয়নি। মামলাটির পরবর্তী শুনানির দিন ধার্য করেছেন আদালত। [720, 153, 906, 682]
article-body: শান্তিপূর্ণ ও নিরাপদ রাখতে তিনি বলেন, নগরবাসীর নিরাপত্তায় গোয়েন্দা নজরদারি বাড়ানো হয়েছে। যেকোনো পরিস্থিতি মোকাবিলায় আইনশৃঙ্খলা বাহিনী সার্বক্ষণিক প্রস্তুত রয়েছে। এ সময় উপস্থিত ছিলেন চট্টগ্রাম নগর পুলিশের ঊর্ধ্বতন কর্মকর্তা, র‍্যাব ও আনসার সদস্যরা প্রমুখ। [20, 1558, 280, 1622]
article-headline: বান্দরবানে প্রথম ধাপে ১০৯৭ পরিবার [37, 536, 263, 582]
article-byline: শেষ পৃষ্ঠার পর [553, 1462, 605, 1473]
